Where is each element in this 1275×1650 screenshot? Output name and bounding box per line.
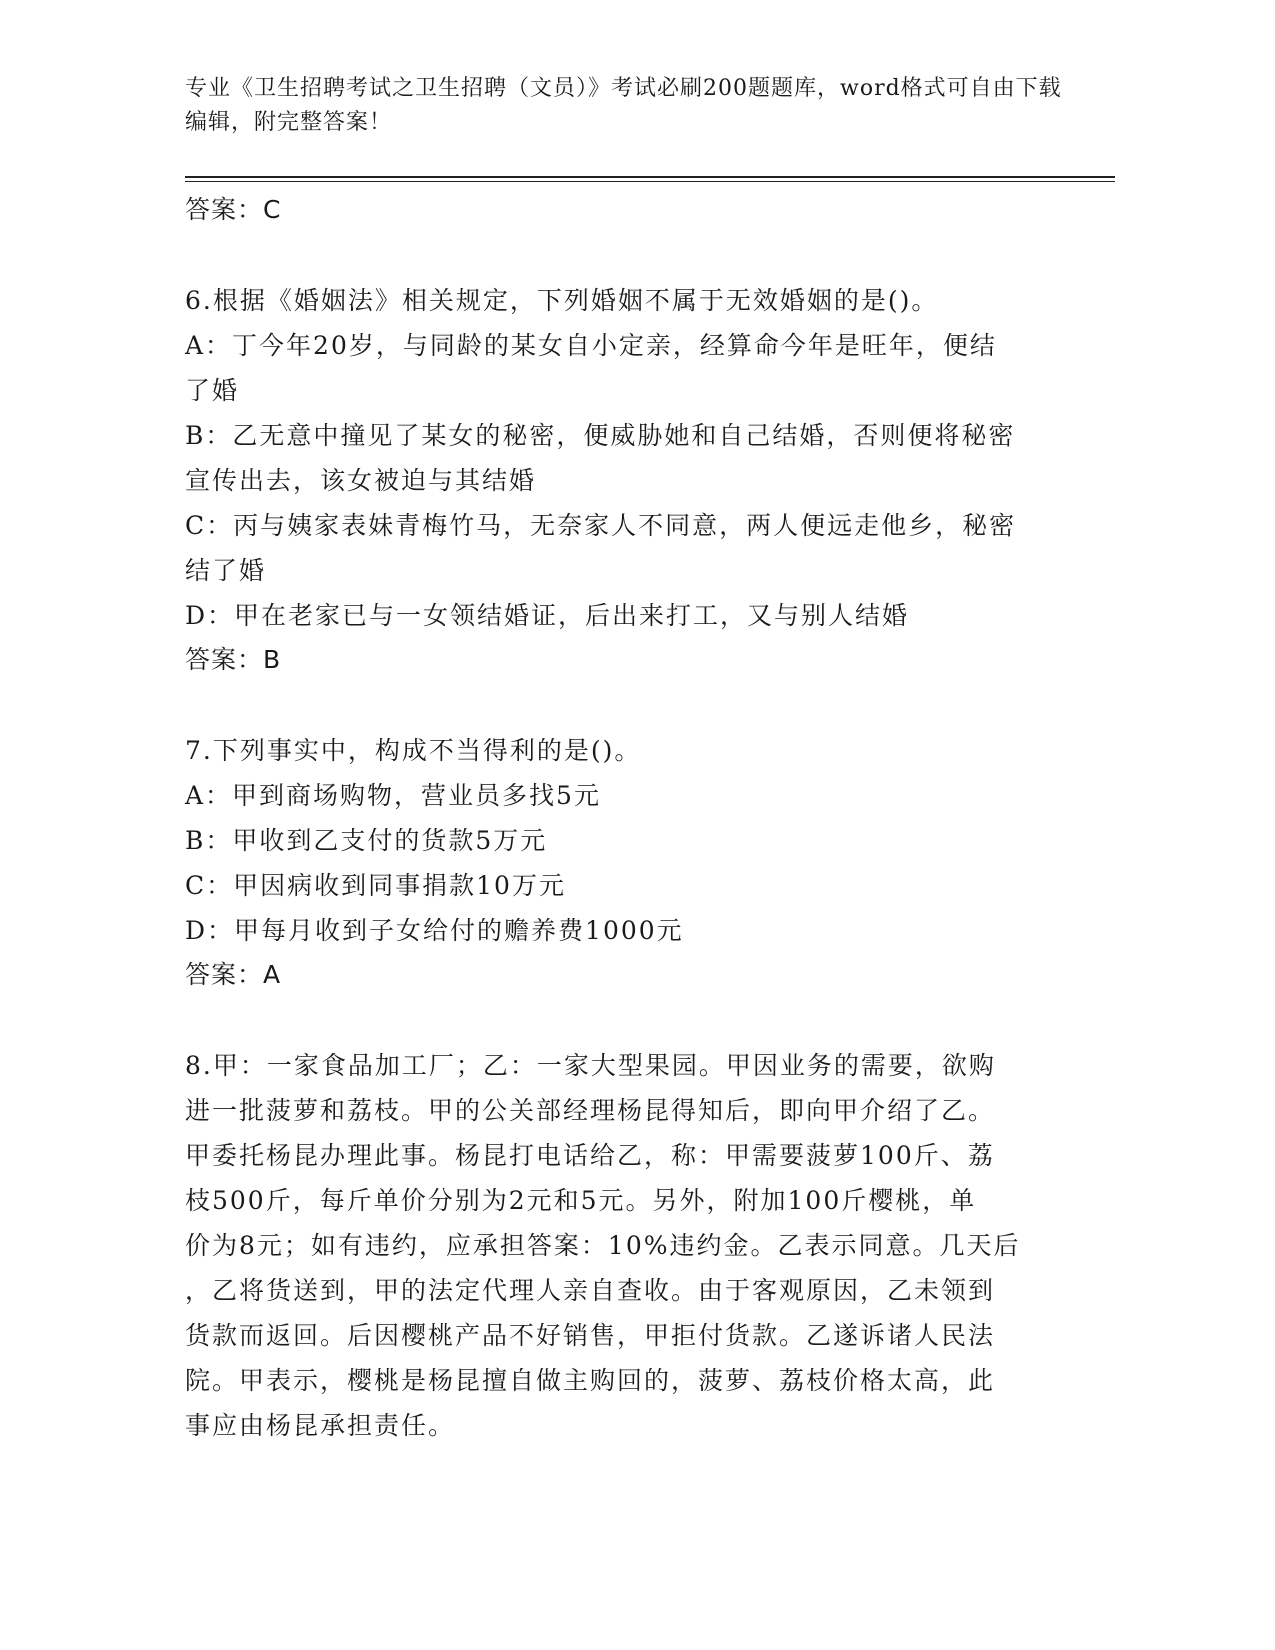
option-d: D：甲每月收到子女给付的赡养费1000元	[185, 916, 684, 945]
answer-line: 答案：C	[185, 195, 282, 224]
option-a: A：丁今年20岁，与同龄的某女自小定亲，经算命今年是旺年，便结	[185, 331, 997, 360]
question-stem-line: 事应由杨昆承担责任。	[185, 1411, 456, 1440]
question-block	[185, 278, 1075, 682]
question-stem-line: 甲委托杨昆办理此事。杨昆打电话给乙，称：甲需要菠萝100斤、荔	[185, 1141, 995, 1170]
question-stem-line: ，乙将货送到，甲的法定代理人亲自查收。由于客观原因，乙未领到	[185, 1276, 996, 1305]
option-b: B：甲收到乙支付的货款5万元	[185, 826, 548, 855]
option-b-continued: 宣传出去，该女被迫与其结婚	[185, 466, 537, 495]
option-c: C：甲因病收到同事捐款10万元	[185, 871, 566, 900]
question-stem: 7.下列事实中，构成不当得利的是()。	[185, 736, 642, 765]
question-stem-line: 院。甲表示，樱桃是杨昆擅自做主购回的，菠萝、荔枝价格太高，此	[185, 1366, 996, 1395]
header-rule-thick	[185, 176, 1115, 178]
document-body	[185, 188, 1075, 1448]
question-block	[185, 1043, 1075, 1448]
option-b: B：乙无意中撞见了某女的秘密，便威胁她和自己结婚，否则便将秘密	[185, 421, 1016, 450]
question-stem-line: 枝500斤，每斤单价分别为2元和5元。另外，附加100斤樱桃，单	[185, 1186, 977, 1215]
option-d: D：甲在老家已与一女领结婚证，后出来打工，又与别人结婚	[185, 601, 910, 630]
option-a-continued: 了婚	[185, 376, 240, 405]
question-stem-line: 价为8元；如有违约，应承担答案：10%违约金。乙表示同意。几天后	[185, 1231, 1021, 1260]
document-header: 专业《卫生招聘考试之卫生招聘（文员）》考试必刷200题题库，word格式可自由下载编辑，附完整答案！	[185, 76, 1062, 135]
question-stem-line: 货款而返回。后因樱桃产品不好销售，甲拒付货款。乙遂诉诸人民法	[185, 1321, 996, 1350]
answer-line: 答案：A	[185, 960, 282, 989]
question-stem-line: 8.甲：一家食品加工厂；乙：一家大型果园。甲因业务的需要，欲购	[185, 1051, 996, 1080]
question-stem-line: 进一批菠萝和荔枝。甲的公关部经理杨昆得知后，即向甲介绍了乙。	[185, 1096, 996, 1125]
option-c-continued: 结了婚	[185, 556, 267, 585]
option-a: A：甲到商场购物，营业员多找5元	[185, 781, 601, 810]
question-stem: 6.根据《婚姻法》相关规定，下列婚姻不属于无效婚姻的是()。	[185, 286, 939, 315]
option-c: C：丙与姨家表妹青梅竹马，无奈家人不同意，两人便远走他乡，秘密	[185, 511, 1017, 540]
header-rule-thin	[185, 181, 1115, 182]
answer-line: 答案：B	[185, 645, 282, 674]
question-block	[185, 728, 1075, 997]
